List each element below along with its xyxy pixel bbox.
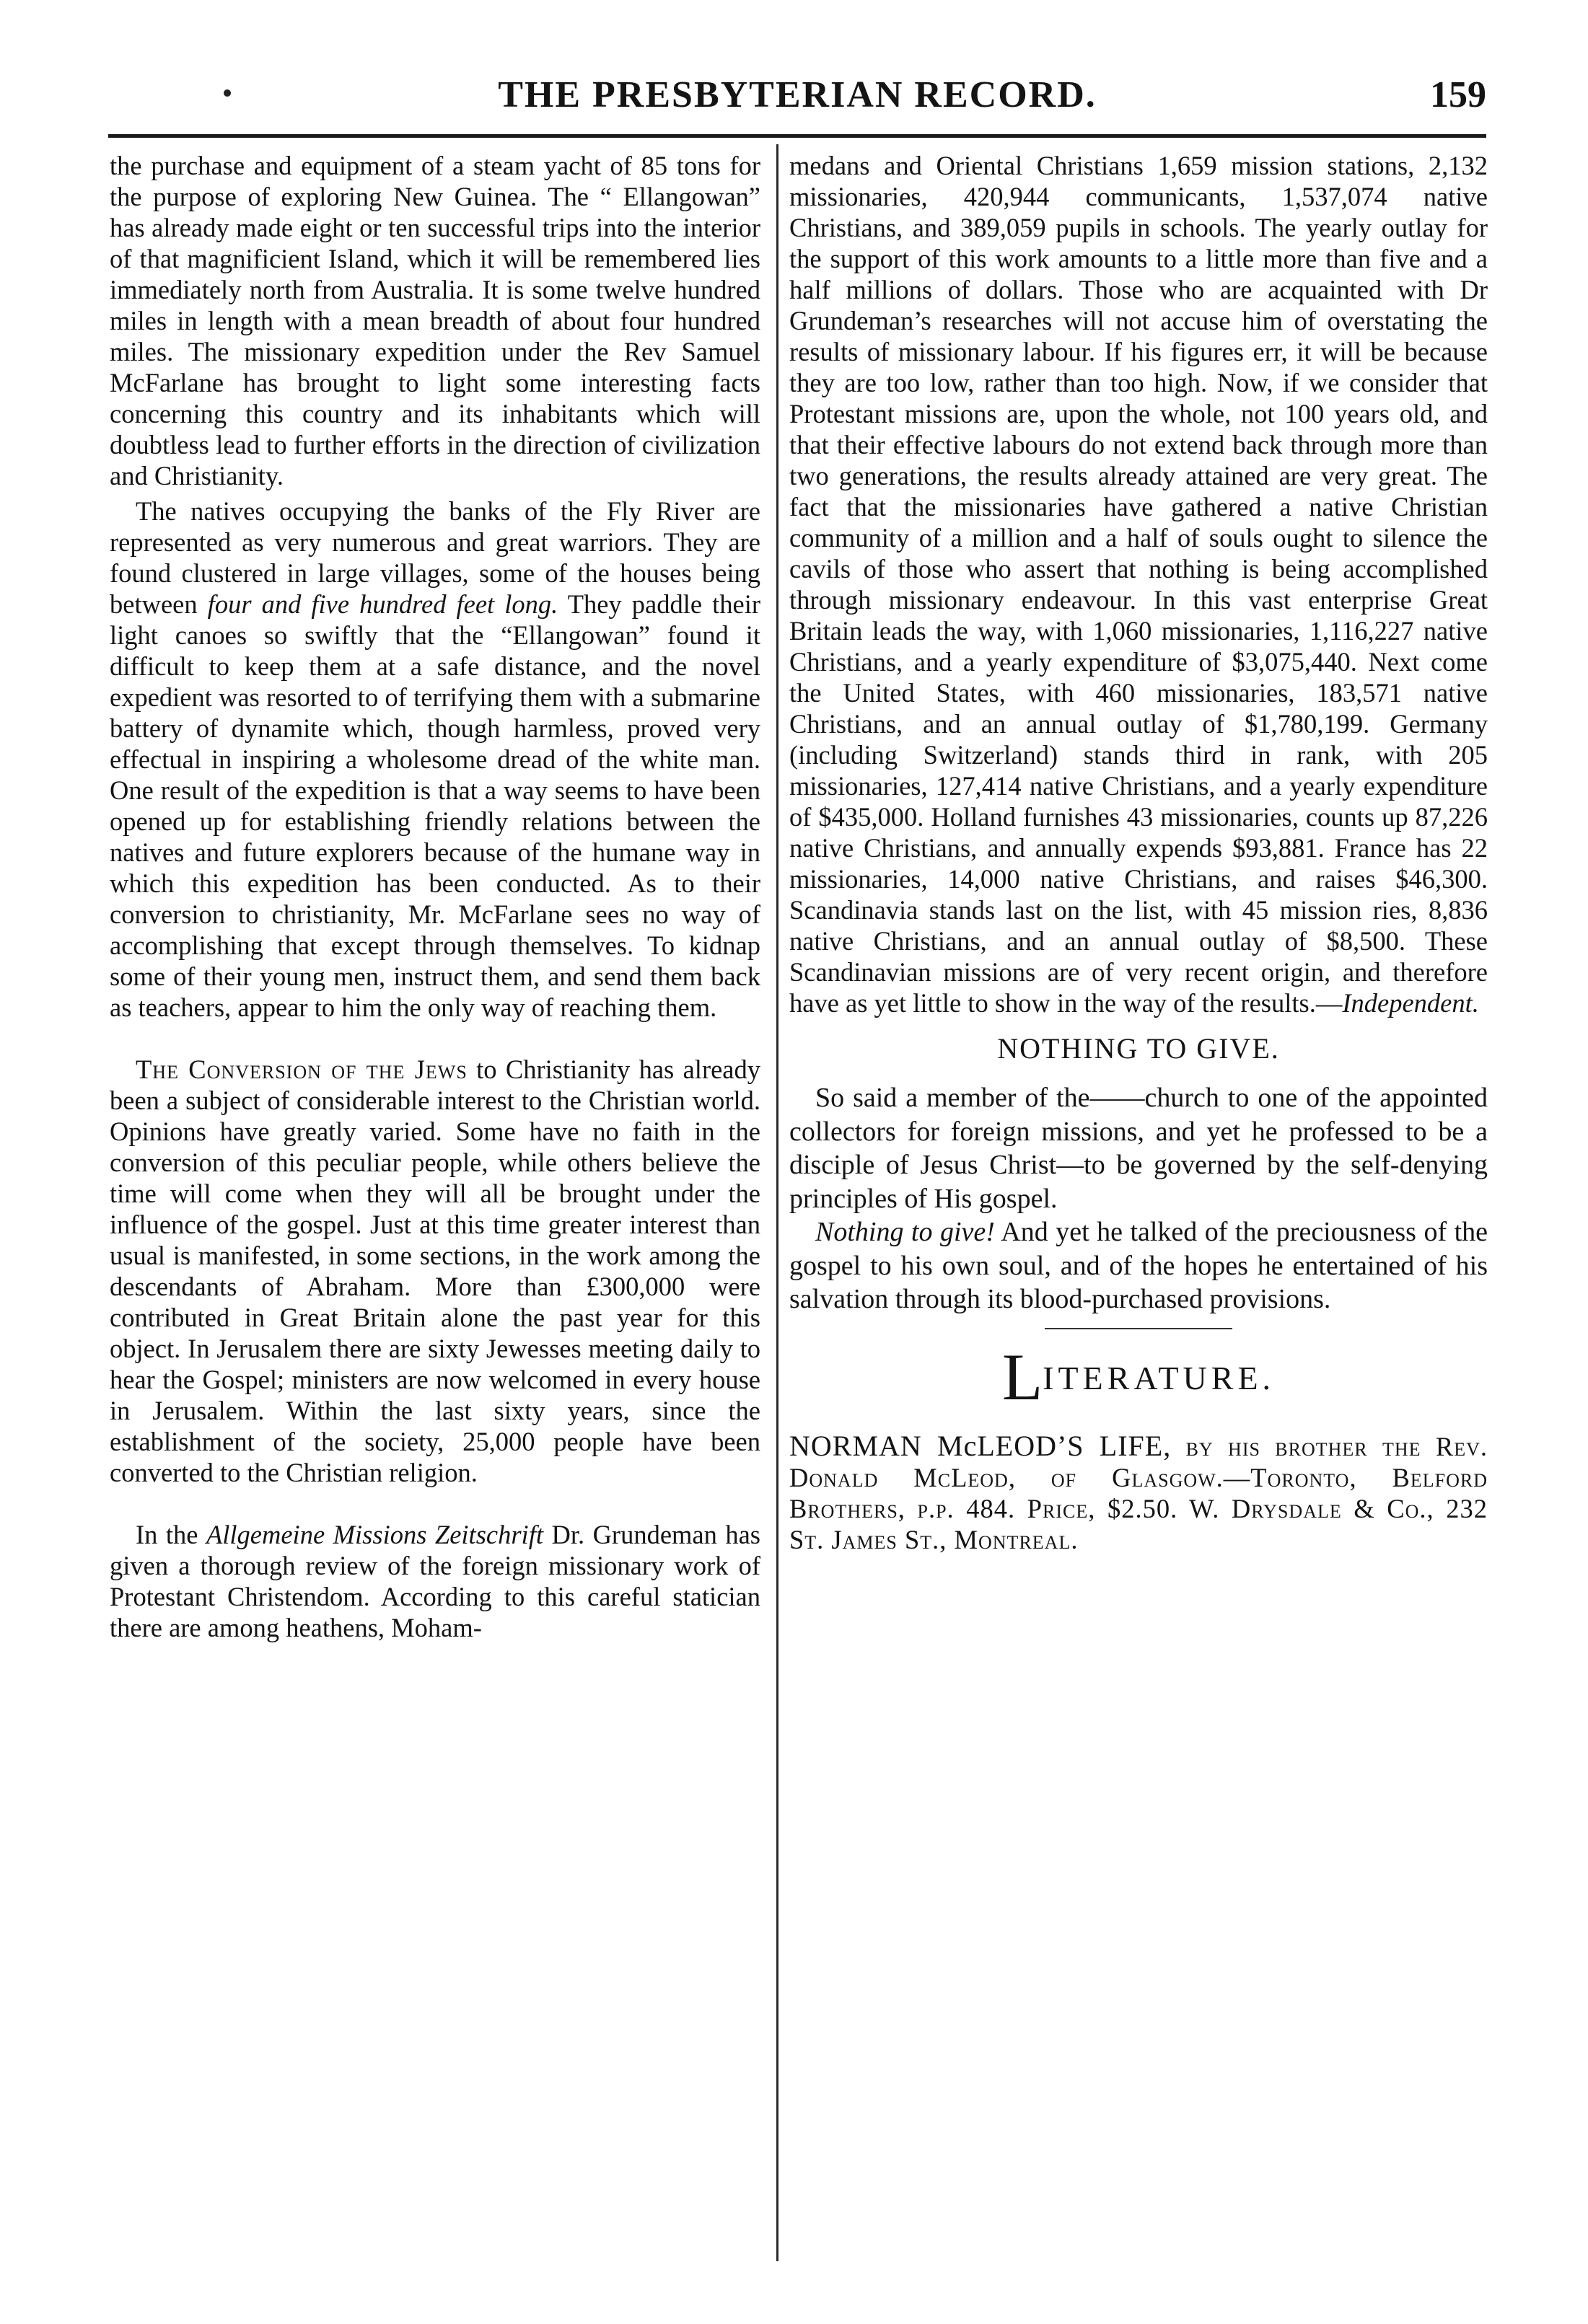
journal-title: Allgemeine Missions Zeitschrift — [206, 1520, 543, 1549]
book-review-entry — [789, 1430, 1488, 1555]
literature-initial: L — [1001, 1339, 1043, 1414]
jews-conversion-lead: The Conversion of the Jews — [136, 1055, 468, 1084]
page-header — [108, 63, 1486, 124]
fly-river-italic: four and five hundred feet long. — [207, 589, 558, 619]
nothing-to-give-paragraph-1: So said a member of the——church to one of the appointed collectors for foreign missions, and yet he professed to be a disciple of Jesus Christ—to be governed by the self-denying principles of His gospel. — [789, 1083, 1488, 1214]
jews-conversion-text: to Christianity has already been a subject of considerable interest to the Christian world. Opinions have greatly varied. Some have no faith in the conversion of this peculiar people, while others believe the time will come when they will all be brought under the influence of the gospel. Just at this time greater interest than usual is manifested, in some sections, in the work among the descendants of Abraham. More than £300,000 were contributed in Great Britain alone the past year for this object. In Jerusalem there are sixty Jewesses meeting daily to hear the Gospel; ministers are now welcomed in every house in Jerusalem. Within the last sixty years, since the establishment of the society, 25,000 people have been converted to the Christian religion. — [110, 1055, 760, 1487]
book-review-details: by his brother the Rev. Donald McLeod, of Glasgow.—Toronto, Belford Brothers, p.p. 484. Price, $2.50. W. Drysdale & Co., 232 St. James St., Montreal. — [789, 1431, 1488, 1554]
nothing-to-give-italic: Nothing to give! — [815, 1217, 995, 1247]
new-guinea-paragraph: the purchase and equipment of a steam yacht of 85 tons for the purpose of exploring New Guinea. The “ Ellangowan” has already made eight or ten successful trips into the interior of that magnificient Island, which it will be remembered lies immediately north from Australia. It is some twelve hundred miles in length with a mean breadth of about four hundred miles. The missionary expedition under the Rev Samuel McFarlane has brought to light some interesting facts concerning this country and its inhabitants which will doubtless lead to further efforts in the direction of civilization and Christianity. — [110, 151, 760, 490]
missions-statistics-text: medans and Oriental Christians 1,659 mission stations, 2,132 missionaries, 420,944 communicants, 1,537,074 native Christians, and 389,059 pupils in schools. The yearly outlay for the support of this work amounts to a little more than five and a half millions of dollars. Those who are acquainted with Dr Grundeman’s researches will not accuse him of overstating the results of missionary labour. If his figures err, it will be because they are too low, rather than too high. Now, if we consider that Protestant missions are, upon the whole, not 100 years old, and that their effective labours do not extend back through more than two generations, the results already attained are very great. The fact that the missionaries have gathered a native Christian community of a million and a half of souls ought to silence the cavils of those who assert that nothing is being accomplished through missionary endeavour. In this vast enterprise Great Britain leads the way, with 1,060 missionaries, 1,116,227 native Christians, and a yearly expenditure of $3,075,440. Next come the United States, with 460 missionaries, 183,571 native Christians, and an annual outlay of $1,780,199. Germany (including Switzerland) stands third in rank, with 205 missionaries, 127,414 native Christians, and a yearly expenditure of $435,000. Holland furnishes 43 missionaries, counts up 87,226 native Christians, and annually expends $93,881. France has 22 missionaries, 14,000 native Christians, and raises $46,300. Scandinavia stands last on the list, with 45 mission ries, 8,836 native Christians, and an annual outlay of $8,500. These Scandinavian missions are of very recent origin, and therefore have as yet little to show in the way of the results.— — [789, 151, 1488, 1018]
column-divider — [776, 144, 778, 2261]
right-column — [789, 150, 1488, 1555]
literature-heading — [789, 1339, 1488, 1414]
source-attribution: Independent. — [1342, 988, 1479, 1018]
section-rule — [1045, 1328, 1232, 1329]
publication-title: THE PRESBYTERIAN RECORD. — [498, 74, 1097, 115]
nothing-to-give-text: And yet he talked of the preciousness of the gospel to his own soul, and of the hopes he entertained of his salvation through its blood-purchased provisions. — [789, 1217, 1488, 1314]
fly-river-paragraph — [110, 496, 760, 1023]
page-number: 159 — [1430, 74, 1486, 115]
grundeman-text-a: In the — [136, 1520, 206, 1549]
jews-conversion-paragraph — [110, 1054, 760, 1488]
header-rule — [108, 134, 1486, 138]
fly-river-text-a: The natives occupying the banks of the Fly River are represented as very numerous and great warriors. They are found clustered in large villages, some of the houses being between — [110, 496, 760, 619]
fly-river-text-b: They paddle their light canoes so swiftly that the “Ellangowan” found it difficult to keep them at a safe distance, and the novel expedient was resorted to of terrifying them with a submarine battery of dynamite which, though harmless, proved very effectual in inspiring a wholesome dread of the white man. One result of the expedition is that a way seems to have been opened up for establishing friendly relations between the natives and future explorers because of the humane way in which this expedition has been conducted. As to their conversion to christianity, Mr. McFarlane sees no way of accomplishing that except through themselves. To kidnap some of their young men, instruct them, and send them back as teachers, appear to him the only way of reaching them. — [110, 589, 760, 1022]
spacer — [110, 1488, 760, 1519]
book-review-title: NORMAN McLEOD’S LIFE, — [789, 1429, 1172, 1462]
nothing-to-give-section — [789, 1081, 1488, 1316]
nothing-to-give-paragraph-2 — [789, 1215, 1488, 1316]
grundeman-text-b: Dr. Grundeman has given a thorough review of the foreign missionary work of Protestant Christendom. According to this careful statician there are among heathens, Moham- — [110, 1520, 761, 1642]
left-column — [110, 150, 760, 1643]
grundeman-paragraph — [110, 1519, 760, 1643]
missions-statistics-paragraph — [789, 150, 1488, 1018]
spacer — [110, 1023, 760, 1054]
literature-heading-rest: ITERATURE. — [1043, 1359, 1276, 1396]
nothing-to-give-heading: NOTHING TO GIVE. — [997, 1032, 1280, 1065]
